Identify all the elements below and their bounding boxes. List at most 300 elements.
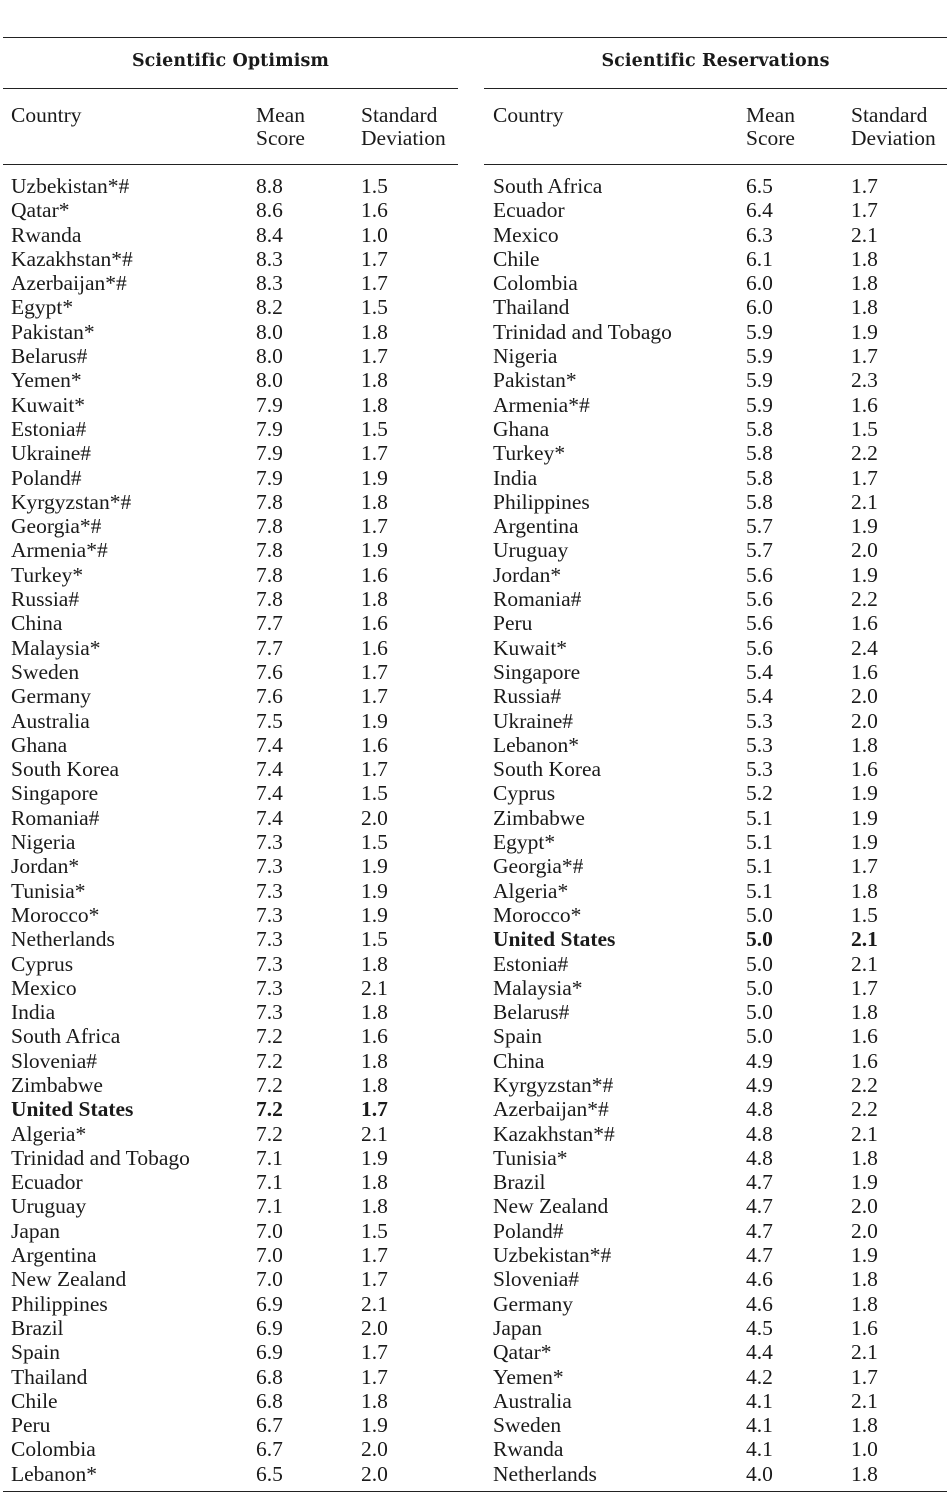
country-cell: Germany <box>11 684 91 709</box>
table-row <box>484 587 947 611</box>
country-cell: Jordan* <box>11 854 80 879</box>
standard-deviation-cell: 1.7 <box>361 271 388 296</box>
country-cell: Kyrgyzstan*# <box>493 1072 614 1097</box>
mean-score-cell: 5.9 <box>746 392 773 417</box>
table-row <box>3 1267 458 1291</box>
country-cell: Armenia*# <box>493 392 590 417</box>
table-row <box>3 927 458 951</box>
mean-score-cell: 7.4 <box>256 805 283 830</box>
mean-score-cell: 5.3 <box>746 757 773 782</box>
country-cell: Spain <box>493 1024 542 1049</box>
country-cell: Trinidad and Tobago <box>493 319 672 344</box>
country-cell: China <box>493 1048 545 1073</box>
country-cell: Rwanda <box>493 1437 564 1462</box>
mean-score-cell: 5.1 <box>746 878 773 903</box>
country-cell: Chile <box>11 1388 58 1413</box>
country-cell: Georgia*# <box>11 514 102 539</box>
standard-deviation-cell: 2.1 <box>851 1340 878 1365</box>
mean-score-cell: 5.8 <box>746 416 773 441</box>
mean-score-cell: 8.0 <box>256 319 283 344</box>
mean-score-cell: 5.0 <box>746 927 773 952</box>
table-row <box>484 1097 947 1121</box>
country-cell: Sweden <box>493 1413 562 1438</box>
table-row <box>3 1194 458 1218</box>
mean-score-cell: 7.5 <box>256 708 283 733</box>
standard-deviation-cell: 1.6 <box>851 611 878 636</box>
mean-score-cell: 7.4 <box>256 757 283 782</box>
country-cell: Colombia <box>493 271 578 296</box>
standard-deviation-cell: 1.9 <box>851 562 878 587</box>
country-cell: Uzbekistan*# <box>11 174 130 198</box>
standard-deviation-cell: 1.8 <box>851 732 878 757</box>
mean-score-cell: 5.4 <box>746 659 773 684</box>
country-cell: Slovenia# <box>11 1048 97 1073</box>
table-row <box>484 660 947 684</box>
country-cell: India <box>493 465 538 490</box>
table-row <box>3 1316 458 1340</box>
title-rule <box>484 88 947 89</box>
standard-deviation-cell: 2.0 <box>851 708 878 733</box>
mean-score-cell: 7.2 <box>256 1024 283 1049</box>
country-cell: Singapore <box>493 659 581 684</box>
country-cell: Morocco* <box>11 902 100 927</box>
table-row <box>3 611 458 635</box>
table-row <box>3 636 458 660</box>
table-row <box>484 466 947 490</box>
mean-score-cell: 5.7 <box>746 514 773 539</box>
standard-deviation-cell: 1.0 <box>361 222 388 247</box>
standard-deviation-cell: 2.1 <box>851 1388 878 1413</box>
mean-score-cell: 4.4 <box>746 1340 773 1365</box>
standard-deviation-cell: 1.9 <box>361 878 388 903</box>
mean-score-cell: 5.6 <box>746 635 773 660</box>
table-row <box>484 1000 947 1024</box>
country-cell: Peru <box>11 1413 51 1438</box>
mean-score-cell: 4.8 <box>746 1145 773 1170</box>
table-row <box>484 538 947 562</box>
country-cell: Japan <box>493 1315 542 1340</box>
standard-deviation-cell: 1.7 <box>361 659 388 684</box>
country-cell: Belarus# <box>493 1000 570 1025</box>
mean-score-cell: 5.8 <box>746 441 773 466</box>
table-row <box>3 344 458 368</box>
country-cell: Ecuador <box>493 198 565 223</box>
standard-deviation-cell: 1.6 <box>361 1024 388 1049</box>
country-cell: Nigeria <box>493 344 558 369</box>
mean-score-cell: 6.5 <box>256 1461 283 1486</box>
country-cell: South Africa <box>493 174 603 198</box>
mean-score-cell: 4.9 <box>746 1072 773 1097</box>
column-header-mean-score: Mean Score <box>746 103 795 150</box>
country-cell: Sweden <box>11 659 80 684</box>
mean-score-cell: 4.6 <box>746 1291 773 1316</box>
standard-deviation-cell: 1.8 <box>361 1388 388 1413</box>
table-row <box>3 368 458 392</box>
standard-deviation-cell: 2.1 <box>851 951 878 976</box>
table-row <box>3 1292 458 1316</box>
table-row <box>3 879 458 903</box>
standard-deviation-cell: 1.8 <box>361 1194 388 1219</box>
table-title: Scientific Reservations <box>601 51 830 71</box>
standard-deviation-cell: 1.5 <box>361 174 388 198</box>
mean-score-cell: 5.9 <box>746 344 773 369</box>
mean-score-cell: 4.1 <box>746 1388 773 1413</box>
standard-deviation-cell: 1.7 <box>851 975 878 1000</box>
country-cell: United States <box>11 1097 134 1122</box>
standard-deviation-cell: 1.8 <box>361 489 388 514</box>
standard-deviation-cell: 1.9 <box>851 514 878 539</box>
mean-score-cell: 7.1 <box>256 1145 283 1170</box>
standard-deviation-cell: 1.7 <box>361 1243 388 1268</box>
standard-deviation-cell: 1.7 <box>851 174 878 198</box>
table-row <box>484 1340 947 1364</box>
table-row <box>484 1365 947 1389</box>
mean-score-cell: 5.0 <box>746 1000 773 1025</box>
country-cell: Romania# <box>493 587 582 612</box>
table-row <box>484 441 947 465</box>
standard-deviation-cell: 2.0 <box>851 1218 878 1243</box>
country-cell: Qatar* <box>493 1340 552 1365</box>
mean-score-cell: 6.1 <box>746 246 773 271</box>
standard-deviation-cell: 1.7 <box>361 1267 388 1292</box>
column-header-mean-score: Mean Score <box>256 103 305 150</box>
standard-deviation-cell: 2.1 <box>851 1121 878 1146</box>
table-title: Scientific Optimism <box>131 51 330 71</box>
standard-deviation-cell: 1.7 <box>851 465 878 490</box>
table-row <box>484 563 947 587</box>
standard-deviation-cell: 1.6 <box>851 1315 878 1340</box>
mean-score-cell: 8.6 <box>256 198 283 223</box>
country-cell: Poland# <box>11 465 82 490</box>
mean-score-cell: 5.9 <box>746 368 773 393</box>
table-row <box>484 1170 947 1194</box>
standard-deviation-cell: 1.7 <box>361 1340 388 1365</box>
country-cell: Kuwait* <box>11 392 86 417</box>
table-row <box>3 1365 458 1389</box>
standard-deviation-cell: 1.8 <box>361 368 388 393</box>
table-row <box>484 684 947 708</box>
mean-score-cell: 6.0 <box>746 295 773 320</box>
header-rule <box>3 164 458 165</box>
standard-deviation-cell: 1.9 <box>851 1170 878 1195</box>
table-row <box>3 1413 458 1437</box>
standard-deviation-cell: 1.6 <box>851 757 878 782</box>
top-rule <box>3 37 947 38</box>
country-cell: Brazil <box>11 1315 64 1340</box>
country-cell: Netherlands <box>11 927 115 952</box>
table-row <box>3 1097 458 1121</box>
standard-deviation-cell: 2.0 <box>361 1315 388 1340</box>
mean-score-cell: 7.3 <box>256 1000 283 1025</box>
mean-score-cell: 8.0 <box>256 368 283 393</box>
country-cell: India <box>11 1000 56 1025</box>
table-row <box>3 587 458 611</box>
table-row <box>3 709 458 733</box>
mean-score-cell: 5.6 <box>746 587 773 612</box>
bottom-rule <box>3 1491 947 1492</box>
country-cell: Estonia# <box>493 951 569 976</box>
standard-deviation-cell: 1.5 <box>851 416 878 441</box>
mean-score-cell: 4.5 <box>746 1315 773 1340</box>
mean-score-cell: 7.9 <box>256 441 283 466</box>
mean-score-cell: 5.8 <box>746 465 773 490</box>
standard-deviation-cell: 1.9 <box>361 708 388 733</box>
standard-deviation-cell: 1.9 <box>361 538 388 563</box>
table-row <box>3 1049 458 1073</box>
mean-score-cell: 7.1 <box>256 1170 283 1195</box>
mean-score-cell: 4.7 <box>746 1194 773 1219</box>
column-header-country: Country <box>493 103 564 127</box>
standard-deviation-cell: 1.8 <box>361 587 388 612</box>
mean-score-cell: 4.7 <box>746 1218 773 1243</box>
country-cell: Mexico <box>493 222 559 247</box>
country-cell: Azerbaijan*# <box>11 271 127 296</box>
table-row <box>484 1024 947 1048</box>
title-rule <box>3 88 458 89</box>
mean-score-cell: 7.0 <box>256 1243 283 1268</box>
table-row <box>3 660 458 684</box>
standard-deviation-cell: 2.0 <box>851 538 878 563</box>
standard-deviation-cell: 2.0 <box>361 1461 388 1486</box>
standard-deviation-cell: 1.7 <box>361 441 388 466</box>
standard-deviation-cell: 1.7 <box>361 246 388 271</box>
mean-score-cell: 5.0 <box>746 1024 773 1049</box>
standard-deviation-cell: 1.9 <box>851 1243 878 1268</box>
country-cell: Nigeria <box>11 830 76 855</box>
standard-deviation-cell: 1.5 <box>361 416 388 441</box>
country-cell: Yemen* <box>11 368 82 393</box>
standard-deviation-cell: 2.2 <box>851 1097 878 1122</box>
table-row <box>3 952 458 976</box>
standard-deviation-cell: 2.0 <box>851 1194 878 1219</box>
standard-deviation-cell: 1.8 <box>361 1072 388 1097</box>
table-body <box>484 174 947 1486</box>
mean-score-cell: 7.8 <box>256 489 283 514</box>
column-header-standard-deviation: Standard Deviation <box>361 103 446 150</box>
standard-deviation-cell: 1.9 <box>361 1145 388 1170</box>
standard-deviation-cell: 1.8 <box>851 1000 878 1025</box>
standard-deviation-cell: 1.7 <box>851 854 878 879</box>
table-row <box>484 223 947 247</box>
country-cell: Egypt* <box>11 295 74 320</box>
standard-deviation-cell: 2.2 <box>851 441 878 466</box>
standard-deviation-cell: 2.0 <box>361 805 388 830</box>
standard-deviation-cell: 1.8 <box>851 1461 878 1486</box>
country-cell: Lebanon* <box>493 732 579 757</box>
mean-score-cell: 7.8 <box>256 562 283 587</box>
mean-score-cell: 8.0 <box>256 344 283 369</box>
table-row <box>3 1024 458 1048</box>
standard-deviation-cell: 1.8 <box>851 878 878 903</box>
mean-score-cell: 4.8 <box>746 1121 773 1146</box>
mean-score-cell: 4.9 <box>746 1048 773 1073</box>
mean-score-cell: 7.3 <box>256 902 283 927</box>
standard-deviation-cell: 1.8 <box>361 1048 388 1073</box>
standard-deviation-cell: 2.4 <box>851 635 878 660</box>
country-cell: Australia <box>11 708 90 733</box>
table-row <box>484 344 947 368</box>
country-cell: Philippines <box>11 1291 108 1316</box>
mean-score-cell: 7.9 <box>256 392 283 417</box>
mean-score-cell: 5.0 <box>746 951 773 976</box>
country-cell: Brazil <box>493 1170 546 1195</box>
standard-deviation-cell: 1.8 <box>361 392 388 417</box>
standard-deviation-cell: 1.7 <box>361 684 388 709</box>
country-cell: Mexico <box>11 975 77 1000</box>
table-row <box>3 684 458 708</box>
country-cell: Slovenia# <box>493 1267 579 1292</box>
standard-deviation-cell: 1.8 <box>851 271 878 296</box>
mean-score-cell: 5.6 <box>746 562 773 587</box>
mean-score-cell: 8.4 <box>256 222 283 247</box>
country-cell: Egypt* <box>493 830 556 855</box>
table-row <box>3 1389 458 1413</box>
country-cell: Netherlands <box>493 1461 597 1486</box>
standard-deviation-cell: 1.8 <box>361 1170 388 1195</box>
table-row <box>3 903 458 927</box>
standard-deviation-cell: 1.6 <box>851 392 878 417</box>
standard-deviation-cell: 1.5 <box>361 830 388 855</box>
table-row <box>484 247 947 271</box>
mean-score-cell: 6.7 <box>256 1437 283 1462</box>
country-cell: Uruguay <box>11 1194 87 1219</box>
mean-score-cell: 7.4 <box>256 781 283 806</box>
standard-deviation-cell: 2.2 <box>851 587 878 612</box>
mean-score-cell: 4.6 <box>746 1267 773 1292</box>
mean-score-cell: 5.3 <box>746 708 773 733</box>
table-row <box>484 636 947 660</box>
table-row <box>484 976 947 1000</box>
country-cell: Russia# <box>11 587 80 612</box>
mean-score-cell: 7.2 <box>256 1048 283 1073</box>
standard-deviation-cell: 1.8 <box>361 1000 388 1025</box>
table-row <box>3 441 458 465</box>
mean-score-cell: 4.8 <box>746 1097 773 1122</box>
mean-score-cell: 6.8 <box>256 1364 283 1389</box>
standard-deviation-cell: 1.8 <box>361 319 388 344</box>
standard-deviation-cell: 1.6 <box>851 1024 878 1049</box>
mean-score-cell: 7.3 <box>256 951 283 976</box>
table-row <box>3 490 458 514</box>
country-cell: Malaysia* <box>493 975 583 1000</box>
table-row <box>484 757 947 781</box>
column-header-standard-deviation: Standard Deviation <box>851 103 936 150</box>
table-row <box>3 1000 458 1024</box>
table-row <box>3 320 458 344</box>
country-cell: Uruguay <box>493 538 569 563</box>
mean-score-cell: 7.0 <box>256 1218 283 1243</box>
table-row <box>484 806 947 830</box>
country-cell: Russia# <box>493 684 562 709</box>
mean-score-cell: 7.6 <box>256 659 283 684</box>
table-row <box>484 1437 947 1461</box>
standard-deviation-cell: 1.9 <box>361 902 388 927</box>
table-row <box>3 1146 458 1170</box>
table-row <box>484 1316 947 1340</box>
table-row <box>484 709 947 733</box>
country-cell: Pakistan* <box>11 319 95 344</box>
country-cell: Kazakhstan*# <box>11 246 133 271</box>
mean-score-cell: 5.1 <box>746 805 773 830</box>
country-cell: Singapore <box>11 781 99 806</box>
table-row <box>3 806 458 830</box>
table-row <box>484 514 947 538</box>
standard-deviation-cell: 1.6 <box>361 198 388 223</box>
country-cell: Thailand <box>11 1364 88 1389</box>
table-row <box>484 879 947 903</box>
standard-deviation-cell: 1.8 <box>851 295 878 320</box>
mean-score-cell: 6.5 <box>746 174 773 198</box>
standard-deviation-cell: 2.1 <box>851 489 878 514</box>
table-row <box>484 1389 947 1413</box>
table-row <box>3 1073 458 1097</box>
mean-score-cell: 7.2 <box>256 1121 283 1146</box>
mean-score-cell: 6.0 <box>746 271 773 296</box>
table-row <box>484 393 947 417</box>
mean-score-cell: 5.7 <box>746 538 773 563</box>
standard-deviation-cell: 1.8 <box>851 1413 878 1438</box>
standard-deviation-cell: 2.1 <box>851 222 878 247</box>
country-cell: South Korea <box>11 757 120 782</box>
table-row <box>484 927 947 951</box>
table-row <box>484 1194 947 1218</box>
mean-score-cell: 5.1 <box>746 854 773 879</box>
table-row <box>484 1292 947 1316</box>
country-cell: Algeria* <box>493 878 569 903</box>
mean-score-cell: 5.2 <box>746 781 773 806</box>
standard-deviation-cell: 1.5 <box>361 927 388 952</box>
country-cell: China <box>11 611 63 636</box>
country-cell: Zimbabwe <box>493 805 585 830</box>
country-cell: Poland# <box>493 1218 564 1243</box>
table-row <box>3 781 458 805</box>
table-row <box>3 514 458 538</box>
table-row <box>3 466 458 490</box>
mean-score-cell: 8.8 <box>256 174 283 198</box>
standard-deviation-cell: 1.7 <box>851 1364 878 1389</box>
mean-score-cell: 7.7 <box>256 635 283 660</box>
standard-deviation-cell: 1.6 <box>361 562 388 587</box>
table-row <box>3 1462 458 1486</box>
table-row <box>484 733 947 757</box>
mean-score-cell: 6.4 <box>746 198 773 223</box>
table-row <box>484 198 947 222</box>
mean-score-cell: 7.6 <box>256 684 283 709</box>
mean-score-cell: 7.1 <box>256 1194 283 1219</box>
table-row <box>3 1340 458 1364</box>
table-row <box>3 247 458 271</box>
table-row <box>3 854 458 878</box>
mean-score-cell: 7.2 <box>256 1097 283 1122</box>
mean-score-cell: 5.4 <box>746 684 773 709</box>
country-cell: Romania# <box>11 805 100 830</box>
table-row <box>3 1122 458 1146</box>
standard-deviation-cell: 1.9 <box>851 319 878 344</box>
country-cell: Turkey* <box>493 441 566 466</box>
table-row <box>484 1122 947 1146</box>
header-rule <box>484 164 947 165</box>
standard-deviation-cell: 1.7 <box>361 514 388 539</box>
table-row <box>484 174 947 198</box>
standard-deviation-cell: 1.5 <box>361 295 388 320</box>
mean-score-cell: 7.3 <box>256 927 283 952</box>
table-row <box>484 1267 947 1291</box>
country-cell: Tunisia* <box>493 1145 568 1170</box>
country-cell: New Zealand <box>493 1194 609 1219</box>
table-row <box>484 952 947 976</box>
table-row <box>3 271 458 295</box>
standard-deviation-cell: 1.7 <box>361 757 388 782</box>
